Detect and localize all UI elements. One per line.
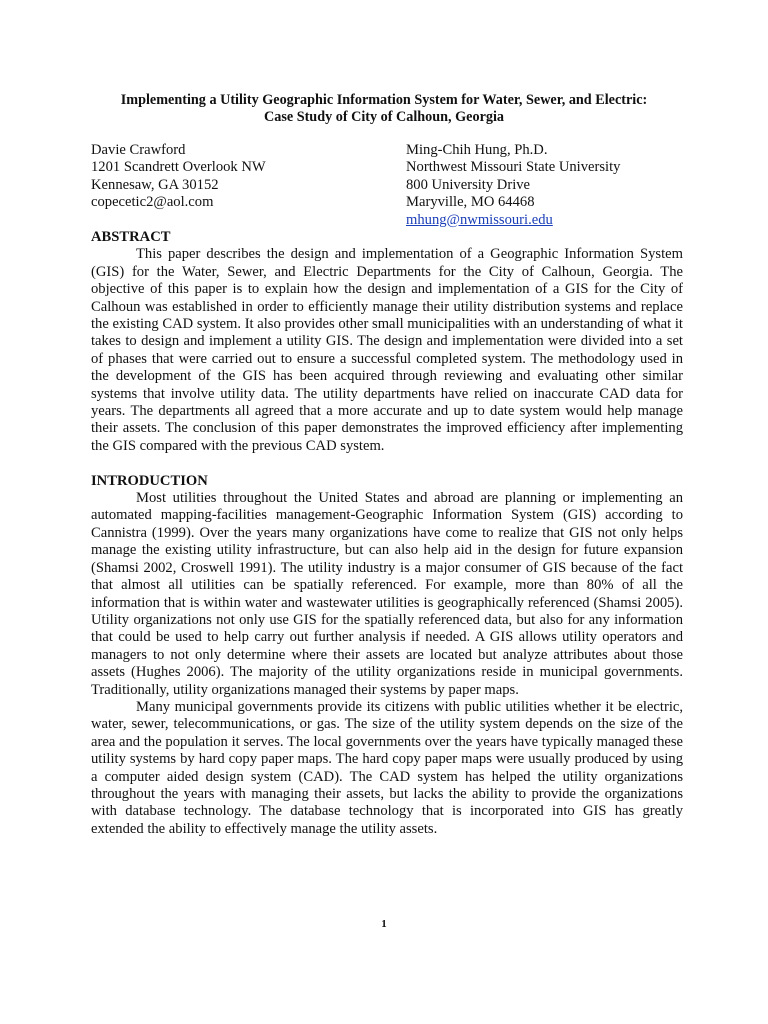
author-block-hung (406, 142, 620, 229)
page-number: 1 (381, 918, 387, 930)
paper-body (91, 229, 683, 838)
author-address-line-2: Kennesaw, GA 30152 (91, 176, 219, 193)
author-address-line-1: 1201 Scandrett Overlook NW (91, 159, 266, 176)
abstract-text: This paper describes the design and implementation of a Geographic Information System (GIS) for the Water, Sewer, and Electric Departments for the City of Calhoun, Georgia. The objective of this paper is to explain how the design and implementation of a GIS for the City of Calhoun was established in order to efficiently manage their utility distribution systems and replace the existing CAD system. It also provides other small municipalities with an understanding of what it takes to design and implement a utility GIS. The design and implementation were divided into a set of phases that were carried out to ensure a successful completed system. The methodology used in the development of the GIS has been acquired through reviewing and evaluating other similar systems that involve utility data. The utility departments have relied on inaccurate CAD data for years. The departments all agreed that a more accurate and up to date system would help manage their assets. The conclusion of this paper demonstrates the improved efficiency after implementing the GIS compared with the previous CAD system. (91, 246, 683, 454)
author-name: Davie Crawford (91, 142, 186, 158)
author-address-line-2: Maryville, MO 64468 (406, 194, 535, 211)
section-spacer (91, 455, 683, 472)
author-affiliation: Northwest Missouri State University (406, 159, 621, 176)
introduction-paragraph-1: Most utilities throughout the United States and abroad are planning or implementing an automated mapping-facilities management-Geographic Information System (GIS) according to Cannistra (1999). Over the years many organizations have come to realize that GIS not only helps manage the existing utility infrastructure, but can also help aid in the design for future expansion (Shamsi 2002, Croswell 1991). The utility industry is a major consumer of GIS because of the fact that almost all utilities can be spatially referenced. For example, more than 80% of all the information that is within water and wastewater utilities is geographically referenced (Shamsi 2005). Utility organizations not only use GIS for the spatially referenced data, but also for any information that could be used to help carry out further analysis if needed. A GIS allows utility operators and managers to not only determine where their assets are located but analyze attributes about those assets (Hughes 2006). The majority of the utility organizations reside in municipal governments. Traditionally, utility organizations managed their systems by paper maps. (91, 490, 683, 698)
abstract-heading: ABSTRACT (91, 229, 171, 245)
paper-title-line-2: Case Study of City of Calhoun, Georgia (263, 109, 505, 126)
paper-title-line-1: Implementing a Utility Geographic Information System for Water, Sewer, and Electric: (120, 92, 648, 108)
introduction-heading: INTRODUCTION (91, 472, 208, 489)
author-email: copecetic2@aol.com (91, 194, 214, 211)
author-block-crawford (91, 142, 266, 212)
author-name: Ming-Chih Hung, Ph.D. (406, 142, 548, 158)
author-email-link[interactable]: mhung@nwmissouri.edu (406, 211, 553, 228)
author-address-line-1: 800 University Drive (406, 176, 531, 193)
introduction-paragraph-2: Many municipal governments provide its citizens with public utilities whether it be electric, water, sewer, telecommunications, or gas. The size of the utility system depends on the size of the area and the population it serves. The local governments over the years have typically managed these utility systems by hard copy paper maps. The hard copy paper maps were usually produced by using a computer aided design system (CAD). The CAD system has helped the utility organizations throughout the years with managing their assets, but lacks the ability to provide the organizations with database technology. The database technology that is incorporated into GIS has greatly extended the ability to effectively manage the utility assets. (91, 698, 683, 837)
paper-title (60, 92, 708, 127)
